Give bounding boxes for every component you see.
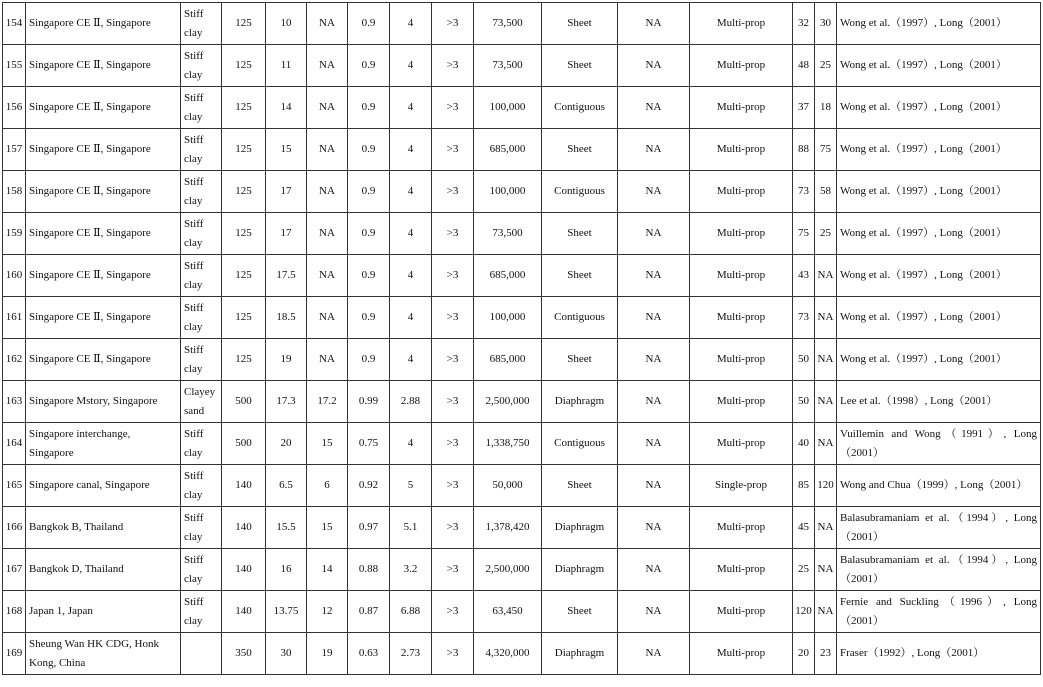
cell-wall-type: Diaphragm bbox=[542, 633, 618, 675]
cell-site-name: Sheung Wan HK CDG, Honk Kong, China bbox=[26, 633, 181, 675]
cell-reference: Wong and Chua（1999）, Long（2001） bbox=[837, 465, 1041, 507]
cell-col-13: 50 bbox=[793, 339, 815, 381]
cell-reference: Balasubramaniam et al.（1994）, Long（2001） bbox=[837, 507, 1041, 549]
cell-col-7: 4 bbox=[390, 339, 432, 381]
table-row bbox=[3, 507, 1041, 549]
cell-col-8: >3 bbox=[432, 591, 474, 633]
cell-col-13: 43 bbox=[793, 255, 815, 297]
cell-col-9: 685,000 bbox=[474, 255, 542, 297]
cell-col-9: 63,450 bbox=[474, 591, 542, 633]
cell-reference: Wong et al.（1997）, Long（2001） bbox=[837, 255, 1041, 297]
cell-col-8: >3 bbox=[432, 549, 474, 591]
cell-case-number: 157 bbox=[3, 129, 26, 171]
cell-soil-type: Stiff clay bbox=[181, 423, 222, 465]
cell-col-6: 0.88 bbox=[348, 549, 390, 591]
cell-site-name: Singapore CE Ⅱ, Singapore bbox=[26, 45, 181, 87]
cell-col-13: 73 bbox=[793, 297, 815, 339]
cell-col-8: >3 bbox=[432, 297, 474, 339]
cell-col-13: 40 bbox=[793, 423, 815, 465]
cell-case-number: 162 bbox=[3, 339, 26, 381]
cell-col-3: 125 bbox=[222, 3, 266, 45]
cell-case-number: 158 bbox=[3, 171, 26, 213]
table-row bbox=[3, 381, 1041, 423]
cell-col-6: 0.9 bbox=[348, 213, 390, 255]
cell-col-11: NA bbox=[618, 213, 690, 255]
cell-col-4: 17 bbox=[266, 171, 307, 213]
cell-support-type: Multi-prop bbox=[690, 45, 793, 87]
cell-case-number: 168 bbox=[3, 591, 26, 633]
cell-site-name: Singapore CE Ⅱ, Singapore bbox=[26, 129, 181, 171]
cell-wall-type: Sheet bbox=[542, 45, 618, 87]
cell-col-5: NA bbox=[307, 339, 348, 381]
cell-col-5: NA bbox=[307, 255, 348, 297]
cell-col-7: 3.2 bbox=[390, 549, 432, 591]
cell-col-4: 17 bbox=[266, 213, 307, 255]
cell-col-5: 17.2 bbox=[307, 381, 348, 423]
cell-col-11: NA bbox=[618, 339, 690, 381]
cell-col-6: 0.9 bbox=[348, 171, 390, 213]
cell-col-3: 140 bbox=[222, 465, 266, 507]
cell-col-14: NA bbox=[815, 339, 837, 381]
cell-soil-type: Stiff clay bbox=[181, 591, 222, 633]
cell-support-type: Multi-prop bbox=[690, 507, 793, 549]
cell-col-8: >3 bbox=[432, 213, 474, 255]
cell-site-name: Bangkok B, Thailand bbox=[26, 507, 181, 549]
cell-col-3: 140 bbox=[222, 591, 266, 633]
cell-col-8: >3 bbox=[432, 3, 474, 45]
cell-col-7: 4 bbox=[390, 213, 432, 255]
cell-col-7: 4 bbox=[390, 45, 432, 87]
cell-col-3: 125 bbox=[222, 171, 266, 213]
cell-col-5: NA bbox=[307, 129, 348, 171]
cell-site-name: Singapore CE Ⅱ, Singapore bbox=[26, 213, 181, 255]
table-row bbox=[3, 3, 1041, 45]
cell-col-5: 19 bbox=[307, 633, 348, 675]
cell-col-4: 10 bbox=[266, 3, 307, 45]
cell-col-4: 20 bbox=[266, 423, 307, 465]
cell-col-13: 20 bbox=[793, 633, 815, 675]
cell-wall-type: Sheet bbox=[542, 3, 618, 45]
cell-col-13: 73 bbox=[793, 171, 815, 213]
cell-col-8: >3 bbox=[432, 423, 474, 465]
cell-col-4: 11 bbox=[266, 45, 307, 87]
cell-col-3: 125 bbox=[222, 87, 266, 129]
cell-reference: Vuillemin and Wong（1991）, Long（2001） bbox=[837, 423, 1041, 465]
cell-col-13: 32 bbox=[793, 3, 815, 45]
cell-col-14: 58 bbox=[815, 171, 837, 213]
cell-col-4: 17.3 bbox=[266, 381, 307, 423]
cell-col-6: 0.87 bbox=[348, 591, 390, 633]
cell-col-14: NA bbox=[815, 507, 837, 549]
cell-col-3: 125 bbox=[222, 255, 266, 297]
cell-col-7: 5 bbox=[390, 465, 432, 507]
cell-col-9: 100,000 bbox=[474, 297, 542, 339]
cell-reference: Wong et al.（1997）, Long（2001） bbox=[837, 339, 1041, 381]
cell-col-11: NA bbox=[618, 549, 690, 591]
cell-col-8: >3 bbox=[432, 507, 474, 549]
cell-col-14: NA bbox=[815, 549, 837, 591]
cell-support-type: Multi-prop bbox=[690, 633, 793, 675]
cell-col-11: NA bbox=[618, 465, 690, 507]
cell-col-14: 25 bbox=[815, 45, 837, 87]
table-row bbox=[3, 339, 1041, 381]
cell-soil-type: Stiff clay bbox=[181, 297, 222, 339]
cell-wall-type: Diaphragm bbox=[542, 549, 618, 591]
cell-col-14: 75 bbox=[815, 129, 837, 171]
cell-col-6: 0.9 bbox=[348, 255, 390, 297]
table-row bbox=[3, 255, 1041, 297]
cell-support-type: Multi-prop bbox=[690, 381, 793, 423]
cell-case-number: 154 bbox=[3, 3, 26, 45]
cell-support-type: Single-prop bbox=[690, 465, 793, 507]
cell-soil-type: Stiff clay bbox=[181, 171, 222, 213]
cell-site-name: Singapore CE Ⅱ, Singapore bbox=[26, 87, 181, 129]
cell-col-6: 0.63 bbox=[348, 633, 390, 675]
cell-site-name: Singapore interchange, Singapore bbox=[26, 423, 181, 465]
cell-col-8: >3 bbox=[432, 129, 474, 171]
cell-col-5: 6 bbox=[307, 465, 348, 507]
cell-col-11: NA bbox=[618, 129, 690, 171]
cell-col-13: 75 bbox=[793, 213, 815, 255]
cell-col-11: NA bbox=[618, 255, 690, 297]
cell-col-14: NA bbox=[815, 591, 837, 633]
table-row bbox=[3, 171, 1041, 213]
cell-col-13: 85 bbox=[793, 465, 815, 507]
cell-col-14: 23 bbox=[815, 633, 837, 675]
cell-support-type: Multi-prop bbox=[690, 255, 793, 297]
cell-col-6: 0.9 bbox=[348, 45, 390, 87]
cell-col-5: NA bbox=[307, 297, 348, 339]
cell-wall-type: Sheet bbox=[542, 129, 618, 171]
cell-soil-type: Stiff clay bbox=[181, 87, 222, 129]
cell-case-number: 159 bbox=[3, 213, 26, 255]
cell-col-13: 120 bbox=[793, 591, 815, 633]
cell-col-11: NA bbox=[618, 507, 690, 549]
cell-col-6: 0.9 bbox=[348, 297, 390, 339]
table-row bbox=[3, 213, 1041, 255]
cell-case-number: 161 bbox=[3, 297, 26, 339]
cell-col-13: 37 bbox=[793, 87, 815, 129]
cell-col-6: 0.9 bbox=[348, 87, 390, 129]
cell-wall-type: Sheet bbox=[542, 213, 618, 255]
cell-wall-type: Diaphragm bbox=[542, 507, 618, 549]
cell-col-5: NA bbox=[307, 45, 348, 87]
cell-wall-type: Sheet bbox=[542, 465, 618, 507]
cell-reference: Lee et al.（1998）, Long（2001） bbox=[837, 381, 1041, 423]
cell-col-4: 18.5 bbox=[266, 297, 307, 339]
cell-reference: Wong et al.（1997）, Long（2001） bbox=[837, 45, 1041, 87]
cell-col-6: 0.92 bbox=[348, 465, 390, 507]
cell-case-number: 166 bbox=[3, 507, 26, 549]
cell-wall-type: Contiguous bbox=[542, 171, 618, 213]
cell-col-11: NA bbox=[618, 297, 690, 339]
cell-site-name: Singapore CE Ⅱ, Singapore bbox=[26, 171, 181, 213]
cell-wall-type: Contiguous bbox=[542, 423, 618, 465]
cell-support-type: Multi-prop bbox=[690, 129, 793, 171]
table-row bbox=[3, 591, 1041, 633]
cell-wall-type: Sheet bbox=[542, 339, 618, 381]
cell-col-11: NA bbox=[618, 87, 690, 129]
cell-support-type: Multi-prop bbox=[690, 171, 793, 213]
cell-col-5: NA bbox=[307, 3, 348, 45]
table-row bbox=[3, 423, 1041, 465]
cell-support-type: Multi-prop bbox=[690, 213, 793, 255]
cell-col-5: NA bbox=[307, 171, 348, 213]
table-row bbox=[3, 297, 1041, 339]
cell-col-6: 0.9 bbox=[348, 3, 390, 45]
cell-soil-type: Stiff clay bbox=[181, 3, 222, 45]
cell-col-3: 140 bbox=[222, 549, 266, 591]
table-row bbox=[3, 549, 1041, 591]
cell-reference: Wong et al.（1997）, Long（2001） bbox=[837, 171, 1041, 213]
cell-col-3: 140 bbox=[222, 507, 266, 549]
cell-site-name: Singapore CE Ⅱ, Singapore bbox=[26, 255, 181, 297]
cell-col-14: 30 bbox=[815, 3, 837, 45]
cell-support-type: Multi-prop bbox=[690, 87, 793, 129]
cell-reference: Balasubramaniam et al.（1994）, Long（2001） bbox=[837, 549, 1041, 591]
cell-col-6: 0.99 bbox=[348, 381, 390, 423]
cell-col-3: 125 bbox=[222, 45, 266, 87]
cell-col-8: >3 bbox=[432, 171, 474, 213]
cell-site-name: Singapore CE Ⅱ, Singapore bbox=[26, 3, 181, 45]
cell-col-7: 2.88 bbox=[390, 381, 432, 423]
cell-col-3: 500 bbox=[222, 381, 266, 423]
cell-case-number: 160 bbox=[3, 255, 26, 297]
cell-col-9: 100,000 bbox=[474, 87, 542, 129]
case-history-table bbox=[2, 2, 1041, 675]
cell-col-6: 0.97 bbox=[348, 507, 390, 549]
cell-reference: Wong et al.（1997）, Long（2001） bbox=[837, 297, 1041, 339]
cell-case-number: 169 bbox=[3, 633, 26, 675]
cell-col-8: >3 bbox=[432, 381, 474, 423]
cell-case-number: 155 bbox=[3, 45, 26, 87]
cell-reference: Wong et al.（1997）, Long（2001） bbox=[837, 129, 1041, 171]
cell-col-11: NA bbox=[618, 45, 690, 87]
cell-site-name: Singapore Mstory, Singapore bbox=[26, 381, 181, 423]
cell-col-7: 4 bbox=[390, 87, 432, 129]
cell-col-3: 125 bbox=[222, 297, 266, 339]
cell-case-number: 164 bbox=[3, 423, 26, 465]
cell-col-7: 5.1 bbox=[390, 507, 432, 549]
cell-col-3: 125 bbox=[222, 129, 266, 171]
cell-col-13: 48 bbox=[793, 45, 815, 87]
cell-col-7: 6.88 bbox=[390, 591, 432, 633]
cell-col-14: 120 bbox=[815, 465, 837, 507]
cell-soil-type: Stiff clay bbox=[181, 339, 222, 381]
cell-soil-type: Stiff clay bbox=[181, 549, 222, 591]
cell-wall-type: Contiguous bbox=[542, 297, 618, 339]
cell-col-9: 100,000 bbox=[474, 171, 542, 213]
cell-col-7: 4 bbox=[390, 129, 432, 171]
cell-wall-type: Sheet bbox=[542, 591, 618, 633]
cell-col-7: 4 bbox=[390, 171, 432, 213]
cell-col-13: 45 bbox=[793, 507, 815, 549]
cell-col-9: 4,320,000 bbox=[474, 633, 542, 675]
cell-col-11: NA bbox=[618, 591, 690, 633]
cell-col-3: 125 bbox=[222, 339, 266, 381]
cell-col-8: >3 bbox=[432, 339, 474, 381]
cell-soil-type: Stiff clay bbox=[181, 255, 222, 297]
cell-site-name: Singapore CE Ⅱ, Singapore bbox=[26, 297, 181, 339]
cell-col-7: 4 bbox=[390, 297, 432, 339]
cell-site-name: Bangkok D, Thailand bbox=[26, 549, 181, 591]
cell-col-14: NA bbox=[815, 297, 837, 339]
cell-soil-type: Stiff clay bbox=[181, 465, 222, 507]
cell-col-4: 15 bbox=[266, 129, 307, 171]
cell-col-11: NA bbox=[618, 423, 690, 465]
cell-col-9: 2,500,000 bbox=[474, 381, 542, 423]
cell-support-type: Multi-prop bbox=[690, 339, 793, 381]
cell-soil-type: Stiff clay bbox=[181, 129, 222, 171]
cell-col-6: 0.9 bbox=[348, 129, 390, 171]
cell-col-7: 4 bbox=[390, 3, 432, 45]
cell-col-4: 19 bbox=[266, 339, 307, 381]
cell-support-type: Multi-prop bbox=[690, 549, 793, 591]
cell-col-4: 16 bbox=[266, 549, 307, 591]
cell-col-6: 0.75 bbox=[348, 423, 390, 465]
cell-col-7: 4 bbox=[390, 423, 432, 465]
cell-case-number: 165 bbox=[3, 465, 26, 507]
cell-support-type: Multi-prop bbox=[690, 591, 793, 633]
table-row bbox=[3, 633, 1041, 675]
cell-case-number: 156 bbox=[3, 87, 26, 129]
cell-col-8: >3 bbox=[432, 87, 474, 129]
cell-col-4: 13.75 bbox=[266, 591, 307, 633]
cell-col-6: 0.9 bbox=[348, 339, 390, 381]
cell-col-4: 30 bbox=[266, 633, 307, 675]
cell-col-8: >3 bbox=[432, 465, 474, 507]
cell-col-9: 73,500 bbox=[474, 45, 542, 87]
table-row bbox=[3, 129, 1041, 171]
cell-site-name: Singapore canal, Singapore bbox=[26, 465, 181, 507]
cell-col-8: >3 bbox=[432, 45, 474, 87]
cell-wall-type: Sheet bbox=[542, 255, 618, 297]
cell-soil-type bbox=[181, 633, 222, 675]
cell-reference: Fernie and Suckling（1996）, Long（2001） bbox=[837, 591, 1041, 633]
cell-col-4: 14 bbox=[266, 87, 307, 129]
cell-col-14: 18 bbox=[815, 87, 837, 129]
cell-soil-type: Stiff clay bbox=[181, 45, 222, 87]
cell-col-9: 50,000 bbox=[474, 465, 542, 507]
cell-col-8: >3 bbox=[432, 255, 474, 297]
cell-wall-type: Diaphragm bbox=[542, 381, 618, 423]
cell-case-number: 163 bbox=[3, 381, 26, 423]
cell-reference: Wong et al.（1997）, Long（2001） bbox=[837, 87, 1041, 129]
cell-col-5: NA bbox=[307, 213, 348, 255]
cell-col-9: 1,378,420 bbox=[474, 507, 542, 549]
cell-soil-type: Stiff clay bbox=[181, 213, 222, 255]
cell-col-7: 4 bbox=[390, 255, 432, 297]
cell-col-9: 685,000 bbox=[474, 339, 542, 381]
cell-soil-type: Stiff clay bbox=[181, 507, 222, 549]
cell-reference: Fraser（1992）, Long（2001） bbox=[837, 633, 1041, 675]
cell-col-4: 17.5 bbox=[266, 255, 307, 297]
cell-col-3: 350 bbox=[222, 633, 266, 675]
cell-col-9: 73,500 bbox=[474, 213, 542, 255]
cell-case-number: 167 bbox=[3, 549, 26, 591]
cell-col-14: NA bbox=[815, 423, 837, 465]
cell-col-4: 15.5 bbox=[266, 507, 307, 549]
cell-col-14: NA bbox=[815, 381, 837, 423]
cell-col-14: NA bbox=[815, 255, 837, 297]
cell-col-11: NA bbox=[618, 633, 690, 675]
cell-col-13: 50 bbox=[793, 381, 815, 423]
cell-col-7: 2.73 bbox=[390, 633, 432, 675]
cell-col-5: 15 bbox=[307, 507, 348, 549]
cell-col-13: 88 bbox=[793, 129, 815, 171]
cell-col-9: 685,000 bbox=[474, 129, 542, 171]
cell-wall-type: Contiguous bbox=[542, 87, 618, 129]
cell-reference: Wong et al.（1997）, Long（2001） bbox=[837, 213, 1041, 255]
cell-col-5: 15 bbox=[307, 423, 348, 465]
cell-col-9: 73,500 bbox=[474, 3, 542, 45]
cell-col-8: >3 bbox=[432, 633, 474, 675]
cell-col-5: 12 bbox=[307, 591, 348, 633]
cell-col-9: 2,500,000 bbox=[474, 549, 542, 591]
cell-soil-type: Clayey sand bbox=[181, 381, 222, 423]
cell-col-3: 125 bbox=[222, 213, 266, 255]
table-row bbox=[3, 45, 1041, 87]
cell-col-5: 14 bbox=[307, 549, 348, 591]
table-row bbox=[3, 87, 1041, 129]
cell-col-13: 25 bbox=[793, 549, 815, 591]
cell-col-11: NA bbox=[618, 381, 690, 423]
cell-site-name: Singapore CE Ⅱ, Singapore bbox=[26, 339, 181, 381]
cell-support-type: Multi-prop bbox=[690, 423, 793, 465]
cell-site-name: Japan 1, Japan bbox=[26, 591, 181, 633]
cell-col-3: 500 bbox=[222, 423, 266, 465]
cell-col-11: NA bbox=[618, 171, 690, 213]
cell-support-type: Multi-prop bbox=[690, 297, 793, 339]
table-body bbox=[3, 3, 1041, 675]
table-row bbox=[3, 465, 1041, 507]
cell-col-4: 6.5 bbox=[266, 465, 307, 507]
cell-reference: Wong et al.（1997）, Long（2001） bbox=[837, 3, 1041, 45]
cell-col-9: 1,338,750 bbox=[474, 423, 542, 465]
cell-col-5: NA bbox=[307, 87, 348, 129]
cell-col-11: NA bbox=[618, 3, 690, 45]
cell-col-14: 25 bbox=[815, 213, 837, 255]
cell-support-type: Multi-prop bbox=[690, 3, 793, 45]
